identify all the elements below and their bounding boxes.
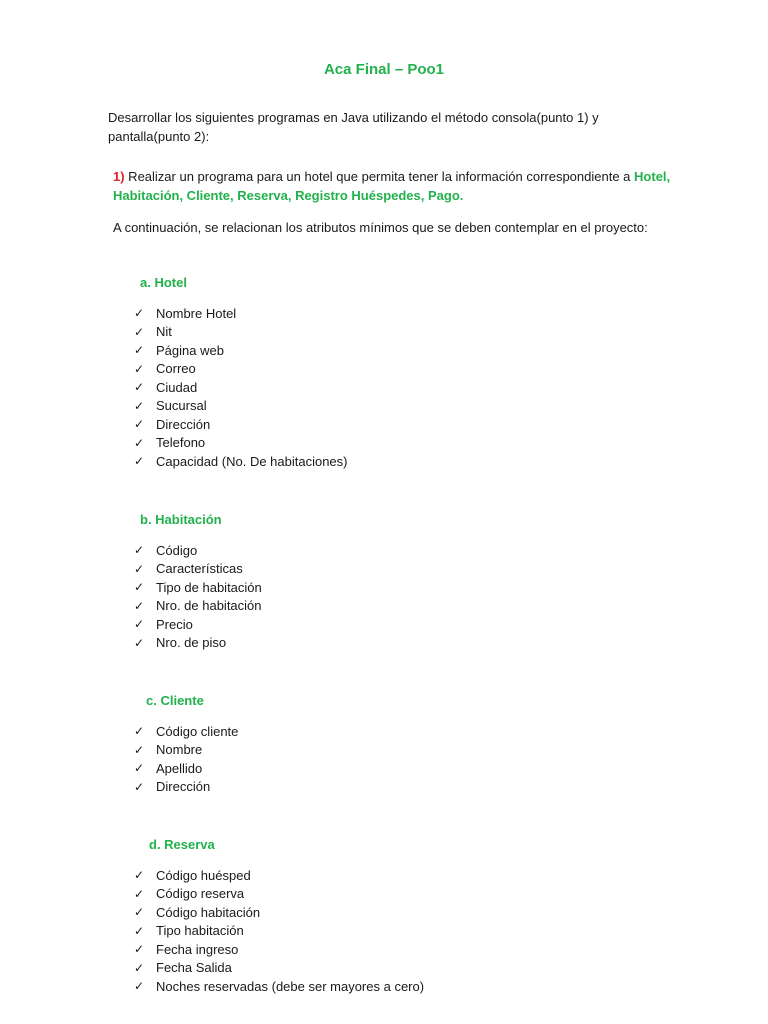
page-title: Aca Final – Poo1	[323, 61, 445, 78]
task-text: Realizar un programa para un hotel que permita tener la información correspondiente a	[124, 169, 635, 184]
list-item: ✓ Código cliente	[134, 723, 239, 739]
list-item: ✓ Fecha Salida	[134, 960, 232, 976]
list-item: ✓ Noches reservadas (debe ser mayores a cero)	[134, 978, 425, 994]
check-icon: ✓	[134, 960, 145, 975]
list-item: ✓ Nombre	[134, 742, 203, 758]
list-item: ✓ Precio	[134, 616, 193, 632]
check-icon: ✓	[134, 361, 145, 376]
list-item: ✓ Dirección	[134, 779, 211, 795]
task-number: 1)	[113, 169, 125, 184]
check-icon: ✓	[134, 779, 145, 794]
section-heading: a. Hotel	[140, 275, 187, 290]
check-icon: ✓	[134, 923, 145, 938]
check-icon: ✓	[134, 617, 145, 632]
list-item: ✓ Telefono	[134, 435, 206, 451]
check-icon: ✓	[134, 761, 145, 776]
section-habitacion	[134, 511, 262, 652]
list-item: ✓ Fecha ingreso	[134, 941, 239, 957]
list-item: ✓ Código huésped	[134, 867, 251, 883]
list-item: ✓ Características	[134, 561, 243, 577]
intro-paragraph: Desarrollar los siguientes programas en Java utilizando el método consola(punto 1) y pantalla(punto 2):	[108, 110, 599, 144]
attribute-list	[134, 304, 348, 471]
attribute-list	[134, 541, 262, 652]
list-item: ✓ Dirección	[134, 416, 211, 432]
check-icon: ✓	[134, 905, 145, 920]
list-item: ✓ Ciudad	[134, 379, 198, 395]
check-icon: ✓	[134, 380, 145, 395]
list-item: ✓ Tipo de habitación	[134, 579, 262, 595]
check-icon: ✓	[134, 306, 145, 321]
section-heading: c. Cliente	[146, 693, 204, 708]
check-icon: ✓	[134, 942, 145, 957]
list-item: ✓ Correo	[134, 361, 196, 377]
check-icon: ✓	[134, 435, 145, 450]
check-icon: ✓	[134, 580, 145, 595]
check-icon: ✓	[134, 561, 145, 576]
section-heading: b. Habitación	[140, 512, 222, 527]
section-reserva	[134, 836, 425, 996]
attributes-intro: A continuación, se relacionan los atributos mínimos que se deben contemplar en el proyecto:	[113, 220, 648, 235]
list-item: ✓ Capacidad (No. De habitaciones)	[134, 453, 348, 469]
check-icon: ✓	[134, 724, 145, 739]
attribute-list	[134, 866, 424, 996]
list-item: ✓ Nombre Hotel	[134, 305, 237, 321]
section-cliente	[134, 692, 239, 796]
attribute-list	[134, 722, 238, 796]
list-item: ✓ Código	[134, 542, 198, 558]
check-icon: ✓	[134, 598, 145, 613]
list-item: ✓ Apellido	[134, 760, 203, 776]
list-item: ✓ Nro. de piso	[134, 635, 227, 651]
list-item: ✓ Tipo habitación	[134, 923, 244, 939]
check-icon: ✓	[134, 417, 145, 432]
list-item: ✓ Página web	[134, 342, 224, 358]
check-icon: ✓	[134, 343, 145, 358]
task-paragraph	[113, 167, 683, 205]
task-entities: Hotel, Habitación, Cliente, Reserva, Registro Huéspedes, Pago.	[113, 169, 671, 203]
check-icon: ✓	[134, 324, 145, 339]
check-icon: ✓	[134, 635, 145, 650]
check-icon: ✓	[134, 742, 145, 757]
check-icon: ✓	[134, 886, 145, 901]
list-item: ✓ Sucursal	[134, 398, 207, 414]
check-icon: ✓	[134, 979, 145, 994]
check-icon: ✓	[134, 398, 145, 413]
check-icon: ✓	[134, 454, 145, 469]
check-icon: ✓	[134, 868, 145, 883]
list-item: ✓ Nro. de habitación	[134, 598, 262, 614]
check-icon: ✓	[134, 543, 145, 558]
list-item: ✓ Nit	[134, 324, 172, 340]
section-hotel	[134, 274, 348, 471]
list-item: ✓ Código habitación	[134, 904, 261, 920]
section-heading: d. Reserva	[149, 837, 215, 852]
list-item: ✓ Código reserva	[134, 886, 245, 902]
